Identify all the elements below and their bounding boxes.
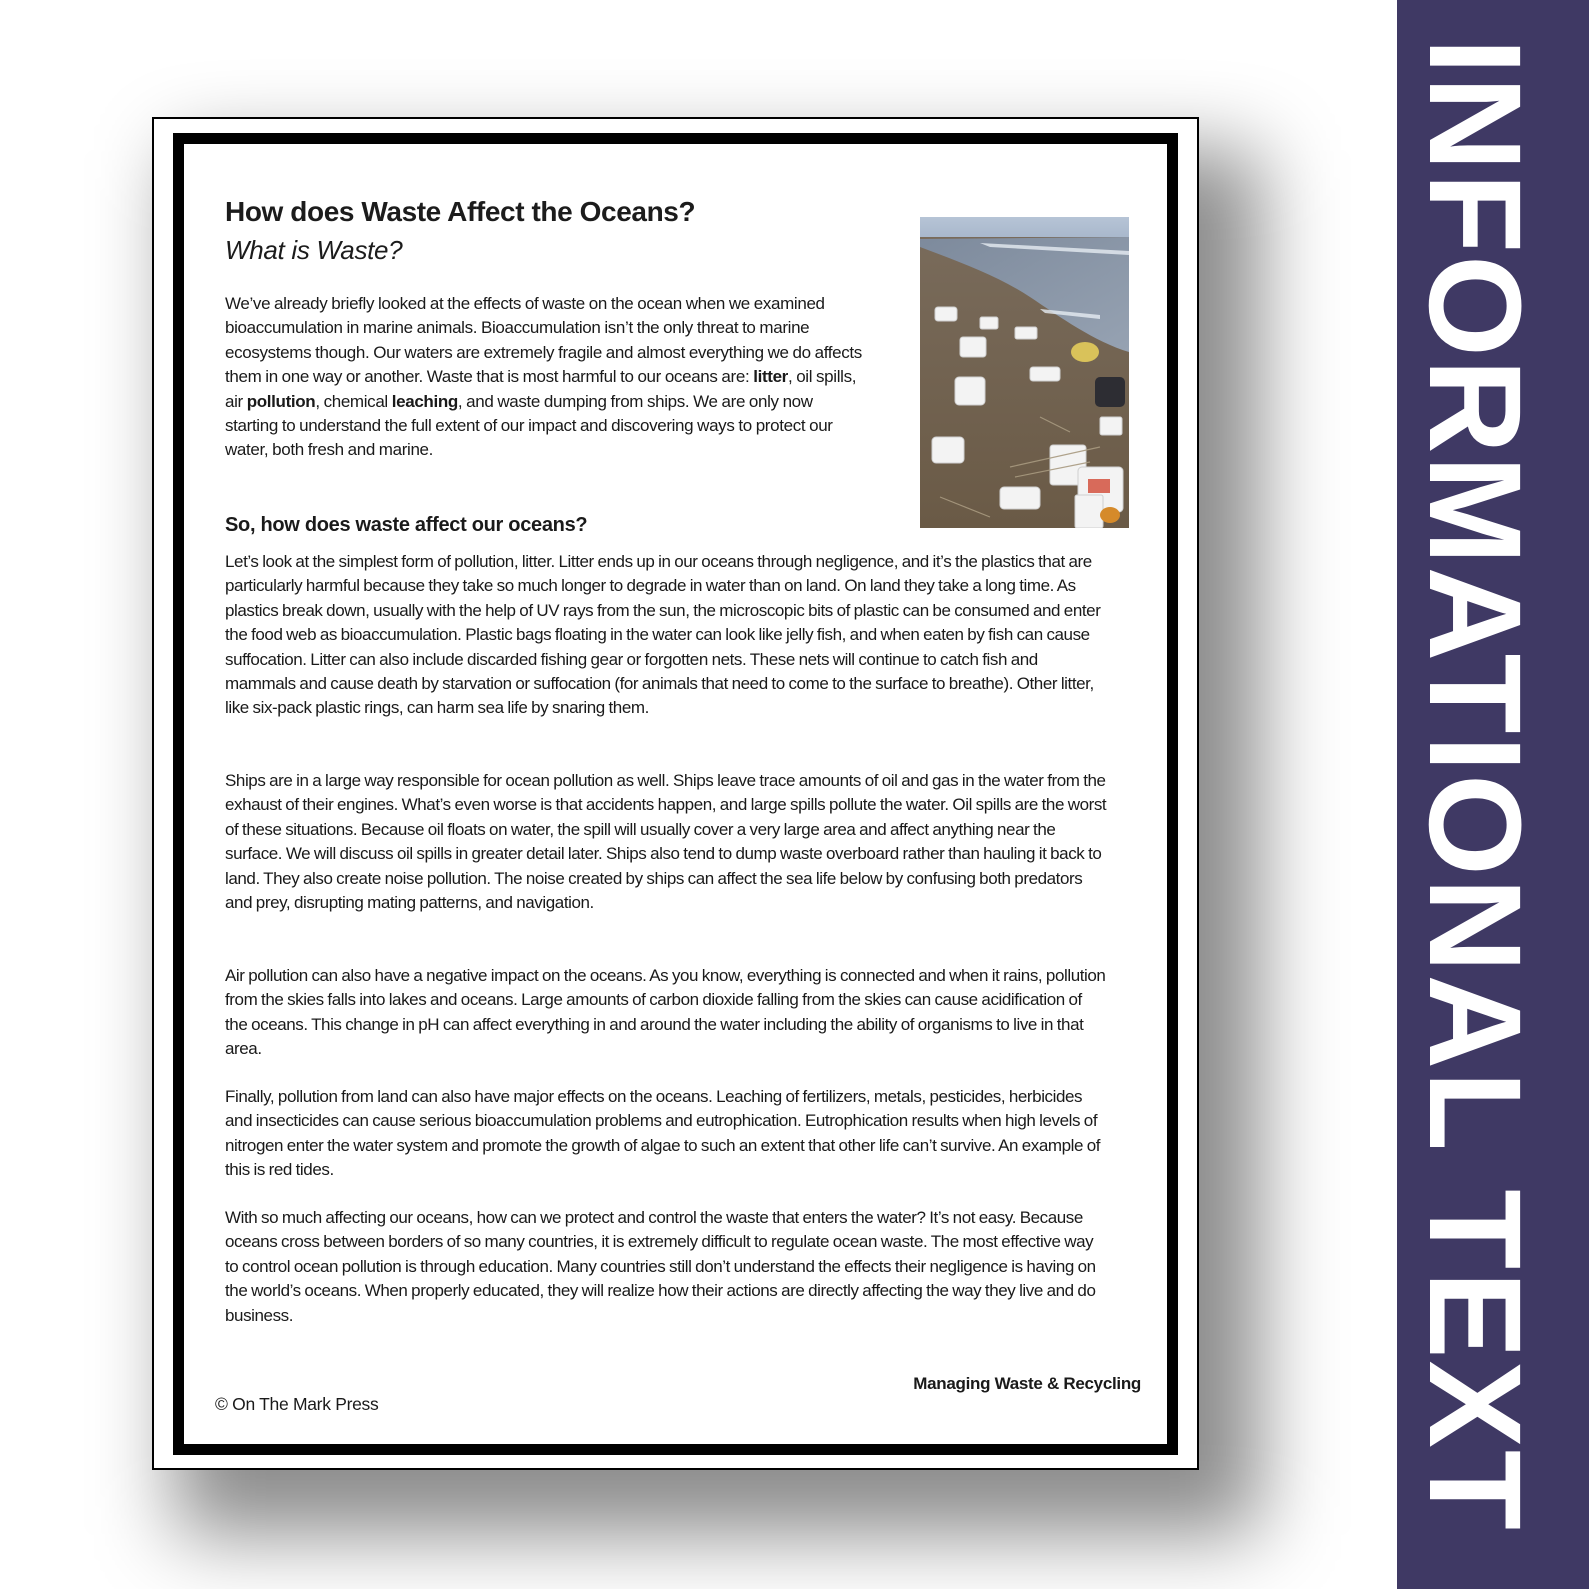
intro-text: , chemical xyxy=(315,391,392,411)
footer-copyright: © On The Mark Press xyxy=(215,1394,379,1414)
photo-beach-litter-icon xyxy=(920,217,1129,528)
keyword-pollution: pollution xyxy=(246,391,316,411)
banner-label: INFORMATIONAL TEXT xyxy=(1402,38,1549,1532)
paragraph-ships: Ships are in a large way responsible for ocean pollution as well. Ships leave trace amounts of oil and gas in the water from the exhaust of their engines. What’s even worse is that accidents happen, and large spills pollute the water. Oil spills are the worst of these situations. Because oil floats on water, the spill will usually cover a very large area and affect anything near the surface. We will discuss oil spills in greater detail later. Ships also tend to dump waste overboard rather than hauling it back to land. They also create noise pollution. The noise created by ships can affect the sea life below by confusing both predators and prey, disrupting mating patterns, and navigation. xyxy=(225,771,1107,913)
page-subtitle: What is Waste? xyxy=(225,235,403,265)
intro-paragraph xyxy=(225,292,865,463)
keyword-litter: litter xyxy=(753,367,788,387)
paragraph-protection: With so much affecting our oceans, how can we protect and control the waste that enters the water? It’s not easy. Because oceans cross between borders of so many countries, it is extremely difficult to regulate ocean waste. The most effective way to control ocean pollution is through education. Many countries still don’t understand the effects their negligence is having on the world’s oceans. When properly educated, they will realize how their actions are directly affecting the way they live and do business. xyxy=(225,1208,1096,1325)
worksheet-page xyxy=(152,117,1199,1470)
paragraph-air-pollution: Air pollution can also have a negative impact on the oceans. As you know, everything is connected and when it rains, pollution from the skies falls into lakes and oceans. Large amounts of carbon dioxide falling from the skies can cause acidification of the oceans. This change in pH can affect everything in and around the water including the ability of organisms to live in that area. xyxy=(225,966,1106,1059)
paragraph-litter: Let’s look at the simplest form of pollution, litter. Litter ends up in our oceans through negligence, and it’s the plastics that are particularly harmful because they take so much longer to degrade in water than on land. On land they take a long time. As plastics break down, usually with the help of UV rays from the sun, the microscopic bits of plastic can be consumed and enter the food web as bioaccumulation. Plastic bags floating in the water can look like jelly fish, and when eaten by fish can cause suffocation. Litter can also include discarded fishing gear or forgotten nets. These nets will continue to catch fish and mammals and cause death by starvation or suffocation (for animals that need to come to the surface to breathe). Other litter, like six-pack plastic rings, can harm sea life by snaring them. xyxy=(225,552,1101,718)
paragraph-land-pollution: Finally, pollution from land can also have major effects on the oceans. Leaching of fertilizers, metals, pesticides, herbicides and insecticides can cause serious bioaccumulation problems and eutrophication. Eutrophication results when high levels of nitrogen enter the water system and promote the growth of algae to such an extent that other life can’t survive. An example of this is red tides. xyxy=(225,1087,1101,1180)
intro-text: We’ve already briefly looked at the effects of waste on the ocean when we examined bioaccumulation in marine animals. Bioaccumulation isn’t the only threat to marine ecosystems though. Our waters are extremely fragile and almost everything we do affects them in one way or another. Waste that is most harmful to our oceans are: xyxy=(225,294,862,387)
page-title: How does Waste Affect the Oceans? xyxy=(225,196,696,227)
section-heading: So, how does waste affect our oceans? xyxy=(225,514,588,536)
beach-litter-photo xyxy=(920,217,1129,528)
worksheet-frame xyxy=(173,133,1178,1455)
intro-text: , and waste dumping from ships. We are only now starting to understand the full extent of our impact and discovering ways to protect our water, both fresh and marine. xyxy=(225,391,833,460)
keyword-leaching: leaching xyxy=(391,391,458,411)
intro-text: , oil spills, air xyxy=(225,367,857,411)
footer-series-title: Managing Waste & Recycling xyxy=(913,1374,1141,1393)
